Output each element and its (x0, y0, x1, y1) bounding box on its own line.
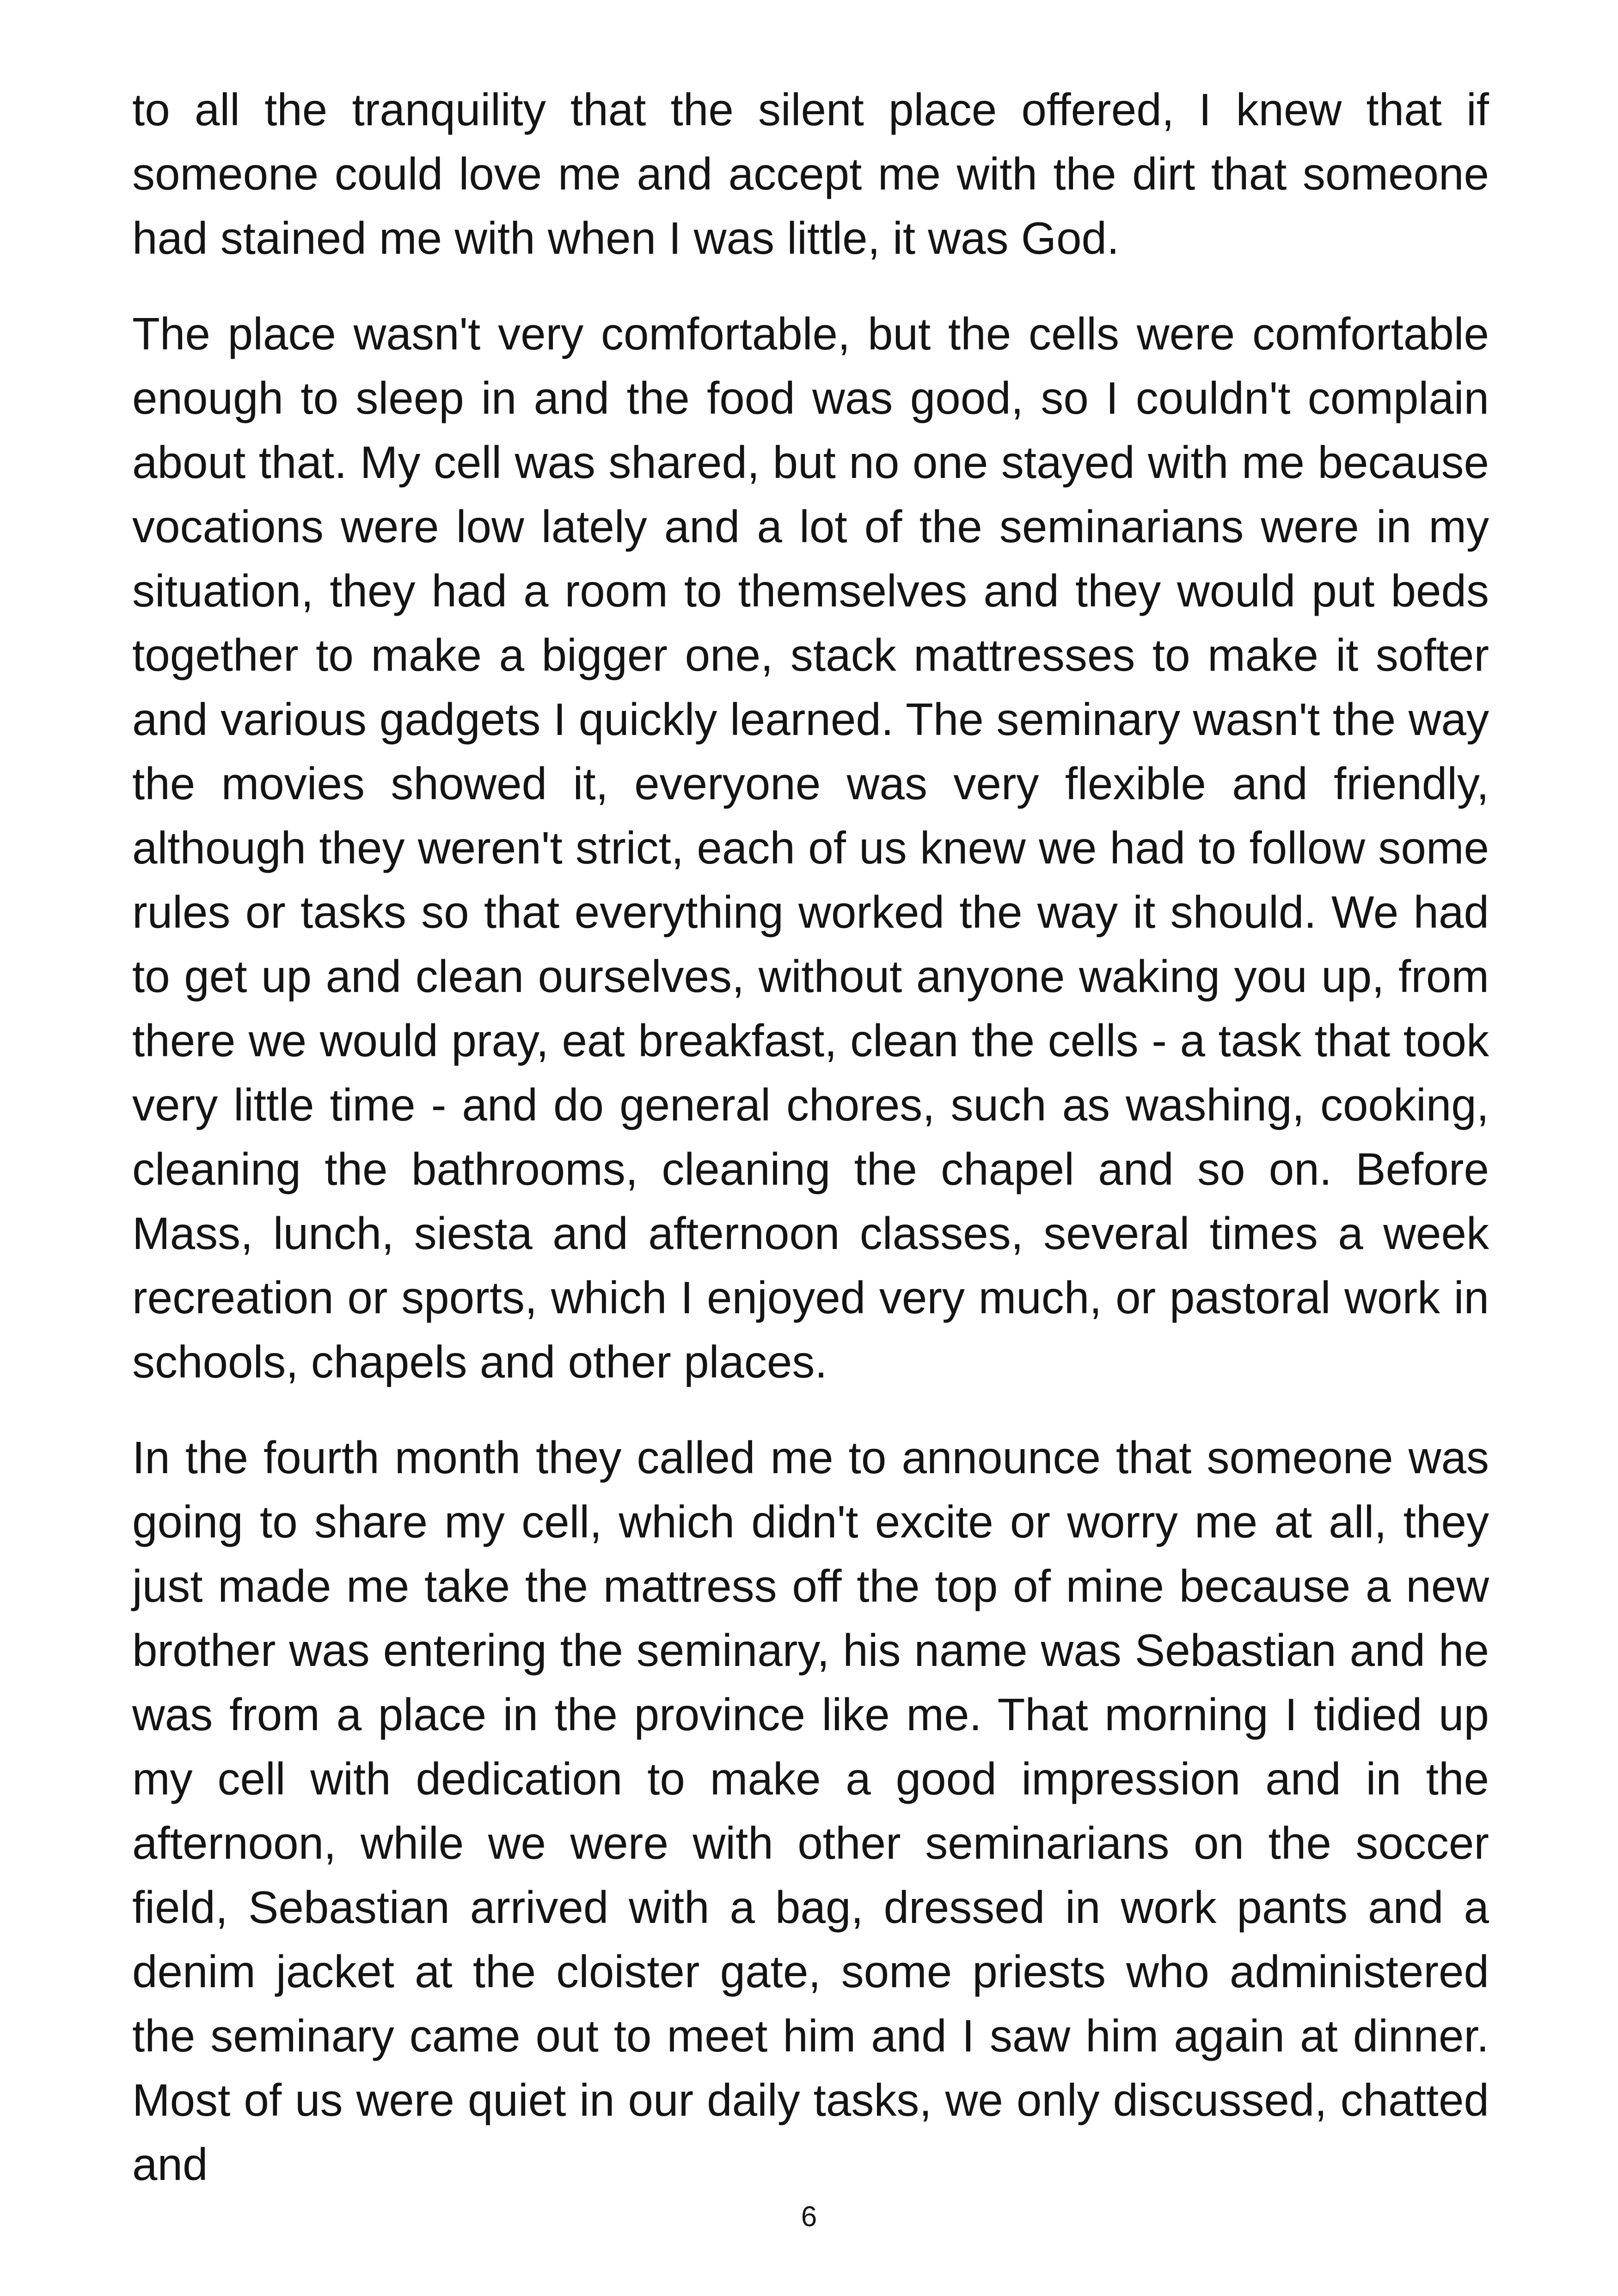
paragraph-new-roommate: In the fourth month they called me to announce that someone was going to share my cell, which didn't excite or worry me at all, they just made me take the mattress off the top of mine because a new brother was entering the seminary, his name was Sebastian and he was from a place in the province like me. That morning I tidied up my cell with dedication to make a good impression and in the afternoon, while we were with other seminarians on the soccer field, Sebastian arrived with a bag, dressed in work pants and a denim jacket at the cloister gate, some priests who administered the seminary came out to meet him and I saw him again at dinner. Most of us were quiet in our daily tasks, we only discussed, chatted and (132, 1432, 1489, 2190)
body-text (132, 78, 1489, 2197)
page-number: 6 (801, 2201, 817, 2233)
paragraph-seminary-life: The place wasn't very comfortable, but the cells were comfortable enough to sleep in and the food was good, so I couldn't complain about that. My cell was shared, but no one stayed with me because vocations were low lately and a lot of the seminarians were in my situation, they had a room to themselves and they would put beds together to make a bigger one, stack mattresses to make it softer and various gadgets I quickly learned. The seminary wasn't the way the movies showed it, everyone was very flexible and friendly, although they weren't strict, each of us knew we had to follow some rules or tasks so that everything worked the way it should. We had to get up and clean ourselves, without anyone waking you up, from there we would pray, eat breakfast, clean the cells - a task that took very little time - and do general chores, such as washing, cooking, cleaning the bathrooms, cleaning the chapel and so on. Before Mass, lunch, siesta and afternoon classes, several times a week recreation or sports, which I enjoyed very much, or pastoral work in schools, chapels and other places. (132, 308, 1489, 1387)
paragraph-continuation: to all the tranquility that the silent place offered, I knew that if someone could love me and accept me with the dirt that someone had stained me with when I was little, it was God. (132, 84, 1489, 263)
